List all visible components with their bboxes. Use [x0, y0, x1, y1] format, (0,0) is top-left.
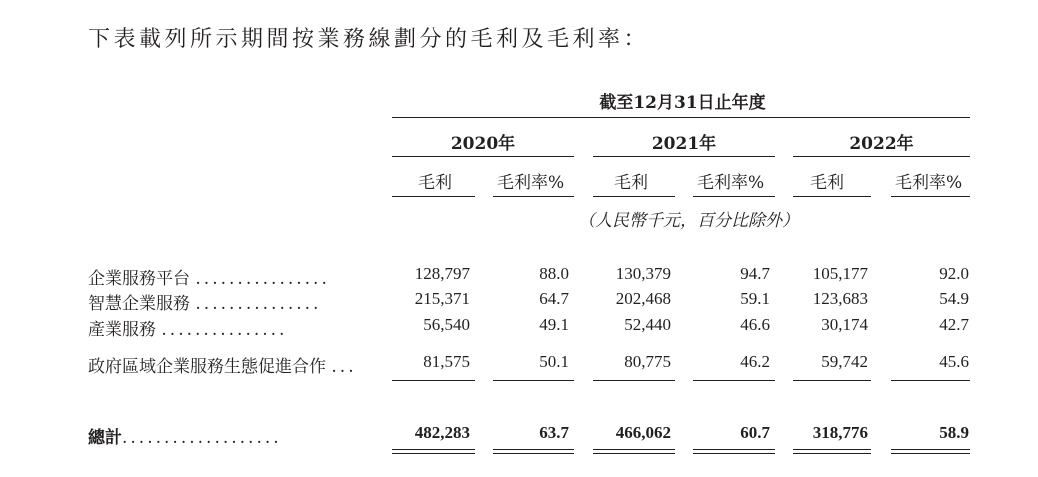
table-cell: 123,683: [812, 289, 868, 308]
year-2022-header: 2022年: [849, 134, 914, 154]
table-cell: 59,742: [821, 352, 868, 371]
table-cell: 46.2: [740, 352, 770, 371]
table-cell: 130,379: [615, 264, 671, 283]
year-2020-rule: [392, 156, 574, 157]
table-cell: 92.0: [939, 264, 969, 283]
table-cell: 215,371: [414, 289, 470, 308]
table-cell: 80,775: [624, 352, 671, 371]
year-2022-rule: [793, 156, 970, 157]
col-rule: [593, 196, 675, 197]
table-cell: 46.6: [740, 315, 770, 334]
table-cell: 49.1: [539, 315, 569, 334]
col-margin-2020: 毛利率%: [497, 173, 565, 193]
total-rule: [891, 449, 970, 450]
table-cell: 50.1: [539, 352, 569, 371]
col-profit-2022: 毛利: [810, 173, 844, 193]
period-rule: [392, 117, 970, 118]
total-rule: [493, 453, 574, 454]
total-rule: [793, 449, 871, 450]
period-header: 截至12月31日止年度: [599, 93, 766, 113]
table-cell: 202,468: [615, 289, 671, 308]
total-cell: 466,062: [615, 423, 671, 442]
table-cell: 56,540: [423, 315, 470, 334]
total-rule: [793, 453, 871, 454]
total-rule: [593, 449, 675, 450]
table-cell: 105,177: [812, 264, 868, 283]
col-rule: [693, 196, 775, 197]
table-cell: 128,797: [414, 264, 470, 283]
total-cell: 318,776: [812, 423, 868, 442]
total-rule: [493, 449, 574, 450]
subtotal-rule: [493, 380, 574, 381]
col-rule: [793, 196, 871, 197]
subtotal-rule: [891, 380, 970, 381]
total-rule: [693, 449, 775, 450]
subtotal-rule: [392, 380, 475, 381]
total-rule: [593, 453, 675, 454]
total-label: 總計...................: [88, 428, 282, 448]
col-margin-2021: 毛利率%: [697, 173, 765, 193]
table-cell: 64.7: [539, 289, 569, 308]
col-profit-2021: 毛利: [614, 173, 648, 193]
total-cell: 63.7: [539, 423, 569, 442]
total-rule: [693, 453, 775, 454]
subtotal-rule: [793, 380, 871, 381]
table-cell: 81,575: [423, 352, 470, 371]
table-cell: 30,174: [821, 315, 868, 334]
table-cell: 54.9: [939, 289, 969, 308]
table-cell: 88.0: [539, 264, 569, 283]
col-profit-2020: 毛利: [418, 173, 452, 193]
col-margin-2022: 毛利率%: [895, 173, 963, 193]
row-label: 企業服務平台 ................: [88, 269, 330, 289]
year-2020-header: 2020年: [450, 134, 516, 154]
total-rule: [392, 449, 475, 450]
total-cell: 58.9: [939, 423, 969, 442]
row-label: 產業服務 ...............: [88, 320, 288, 340]
col-rule: [891, 196, 970, 197]
total-rule: [891, 453, 970, 454]
year-2021-rule: [593, 156, 775, 157]
total-cell: 482,283: [414, 423, 470, 442]
subtotal-rule: [693, 380, 775, 381]
year-2021-header: 2021年: [651, 134, 717, 154]
table-cell: 52,440: [624, 315, 671, 334]
row-label: 政府區域企業服務生態促進合作 ...: [88, 357, 357, 377]
total-rule: [392, 453, 475, 454]
col-rule: [493, 196, 574, 197]
row-label: 智慧企業服務 ...............: [88, 294, 322, 314]
unit-note: （人民幣千元，百分比除外）: [578, 211, 799, 231]
col-rule: [392, 196, 475, 197]
total-cell: 60.7: [740, 423, 770, 442]
intro-text: 下表載列所示期間按業務線劃分的毛利及毛利率：: [88, 27, 650, 52]
table-cell: 59.1: [740, 289, 770, 308]
subtotal-rule: [593, 380, 675, 381]
table-cell: 42.7: [939, 315, 969, 334]
table-cell: 45.6: [939, 352, 969, 371]
table-cell: 94.7: [740, 264, 770, 283]
